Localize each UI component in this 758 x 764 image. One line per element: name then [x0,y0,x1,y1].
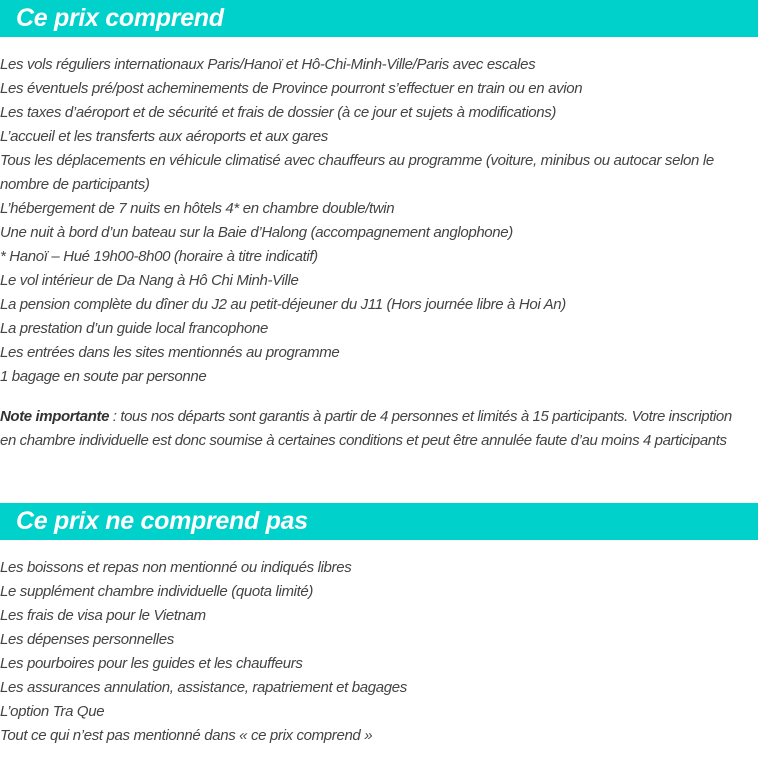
note-text: : tous nos départs sont garantis à partir de 4 personnes et limités à 15 participants. Votre inscription en chambre individuelle est donc soumise à certaines conditions et peut être annulée faute d’au moins 4 participants [0,408,732,449]
list-item: L’accueil et les transferts aux aéroports et aux gares [0,128,328,145]
list-item: Les entrées dans les sites mentionnés au programme [0,344,340,361]
important-note [0,405,745,453]
list-item: Les vols réguliers internationaux Paris/Hanoï et Hô-Chi-Minh-Ville/Paris avec escales [0,56,536,73]
list-item: Les pourboires pour les guides et les chauffeurs [0,655,303,672]
list-item: Les dépenses personnelles [0,631,174,648]
list-item: La prestation d’un guide local francophone [0,320,269,337]
list-item: 1 bagage en soute par personne [0,368,207,385]
list-item: L’hébergement de 7 nuits en hôtels 4* en chambre double/twin [0,200,395,217]
list-item: Le supplément chambre individuelle (quota limité) [0,583,314,600]
list-item: Tout ce qui n’est pas mentionné dans « ce prix comprend » [0,727,373,744]
excluded-list [0,556,758,748]
list-item: * Hanoï – Hué 19h00-8h00 (horaire à titre indicatif) [0,248,318,265]
list-item: Les taxes d’aéroport et de sécurité et frais de dossier (à ce jour et sujets à modifications) [0,104,557,121]
included-list [0,53,758,389]
list-item: Une nuit à bord d’un bateau sur la Baie d’Halong (accompagnement anglophone) [0,224,513,241]
note-label: Note importante [0,408,110,425]
excluded-section-title: Ce prix ne comprend pas [0,503,758,540]
list-item: Les boissons et repas non mentionné ou indiqués libres [0,559,352,576]
list-item: Les éventuels pré/post acheminements de Province pourront s’effectuer en train ou en avion [0,80,583,97]
included-section-title: Ce prix comprend [0,0,758,37]
list-item: La pension complète du dîner du J2 au petit-déjeuner du J11 (Hors journée libre à Hoi An) [0,296,566,313]
list-item: Le vol intérieur de Da Nang à Hô Chi Minh-Ville [0,272,299,289]
list-item: Tous les déplacements en véhicule climatisé avec chauffeurs au programme (voiture, minibus ou autocar selon le nombre de participants) [0,152,714,193]
list-item: Les assurances annulation, assistance, rapatriement et bagages [0,679,407,696]
list-item: L’option Tra Que [0,703,105,720]
list-item: Les frais de visa pour le Vietnam [0,607,206,624]
